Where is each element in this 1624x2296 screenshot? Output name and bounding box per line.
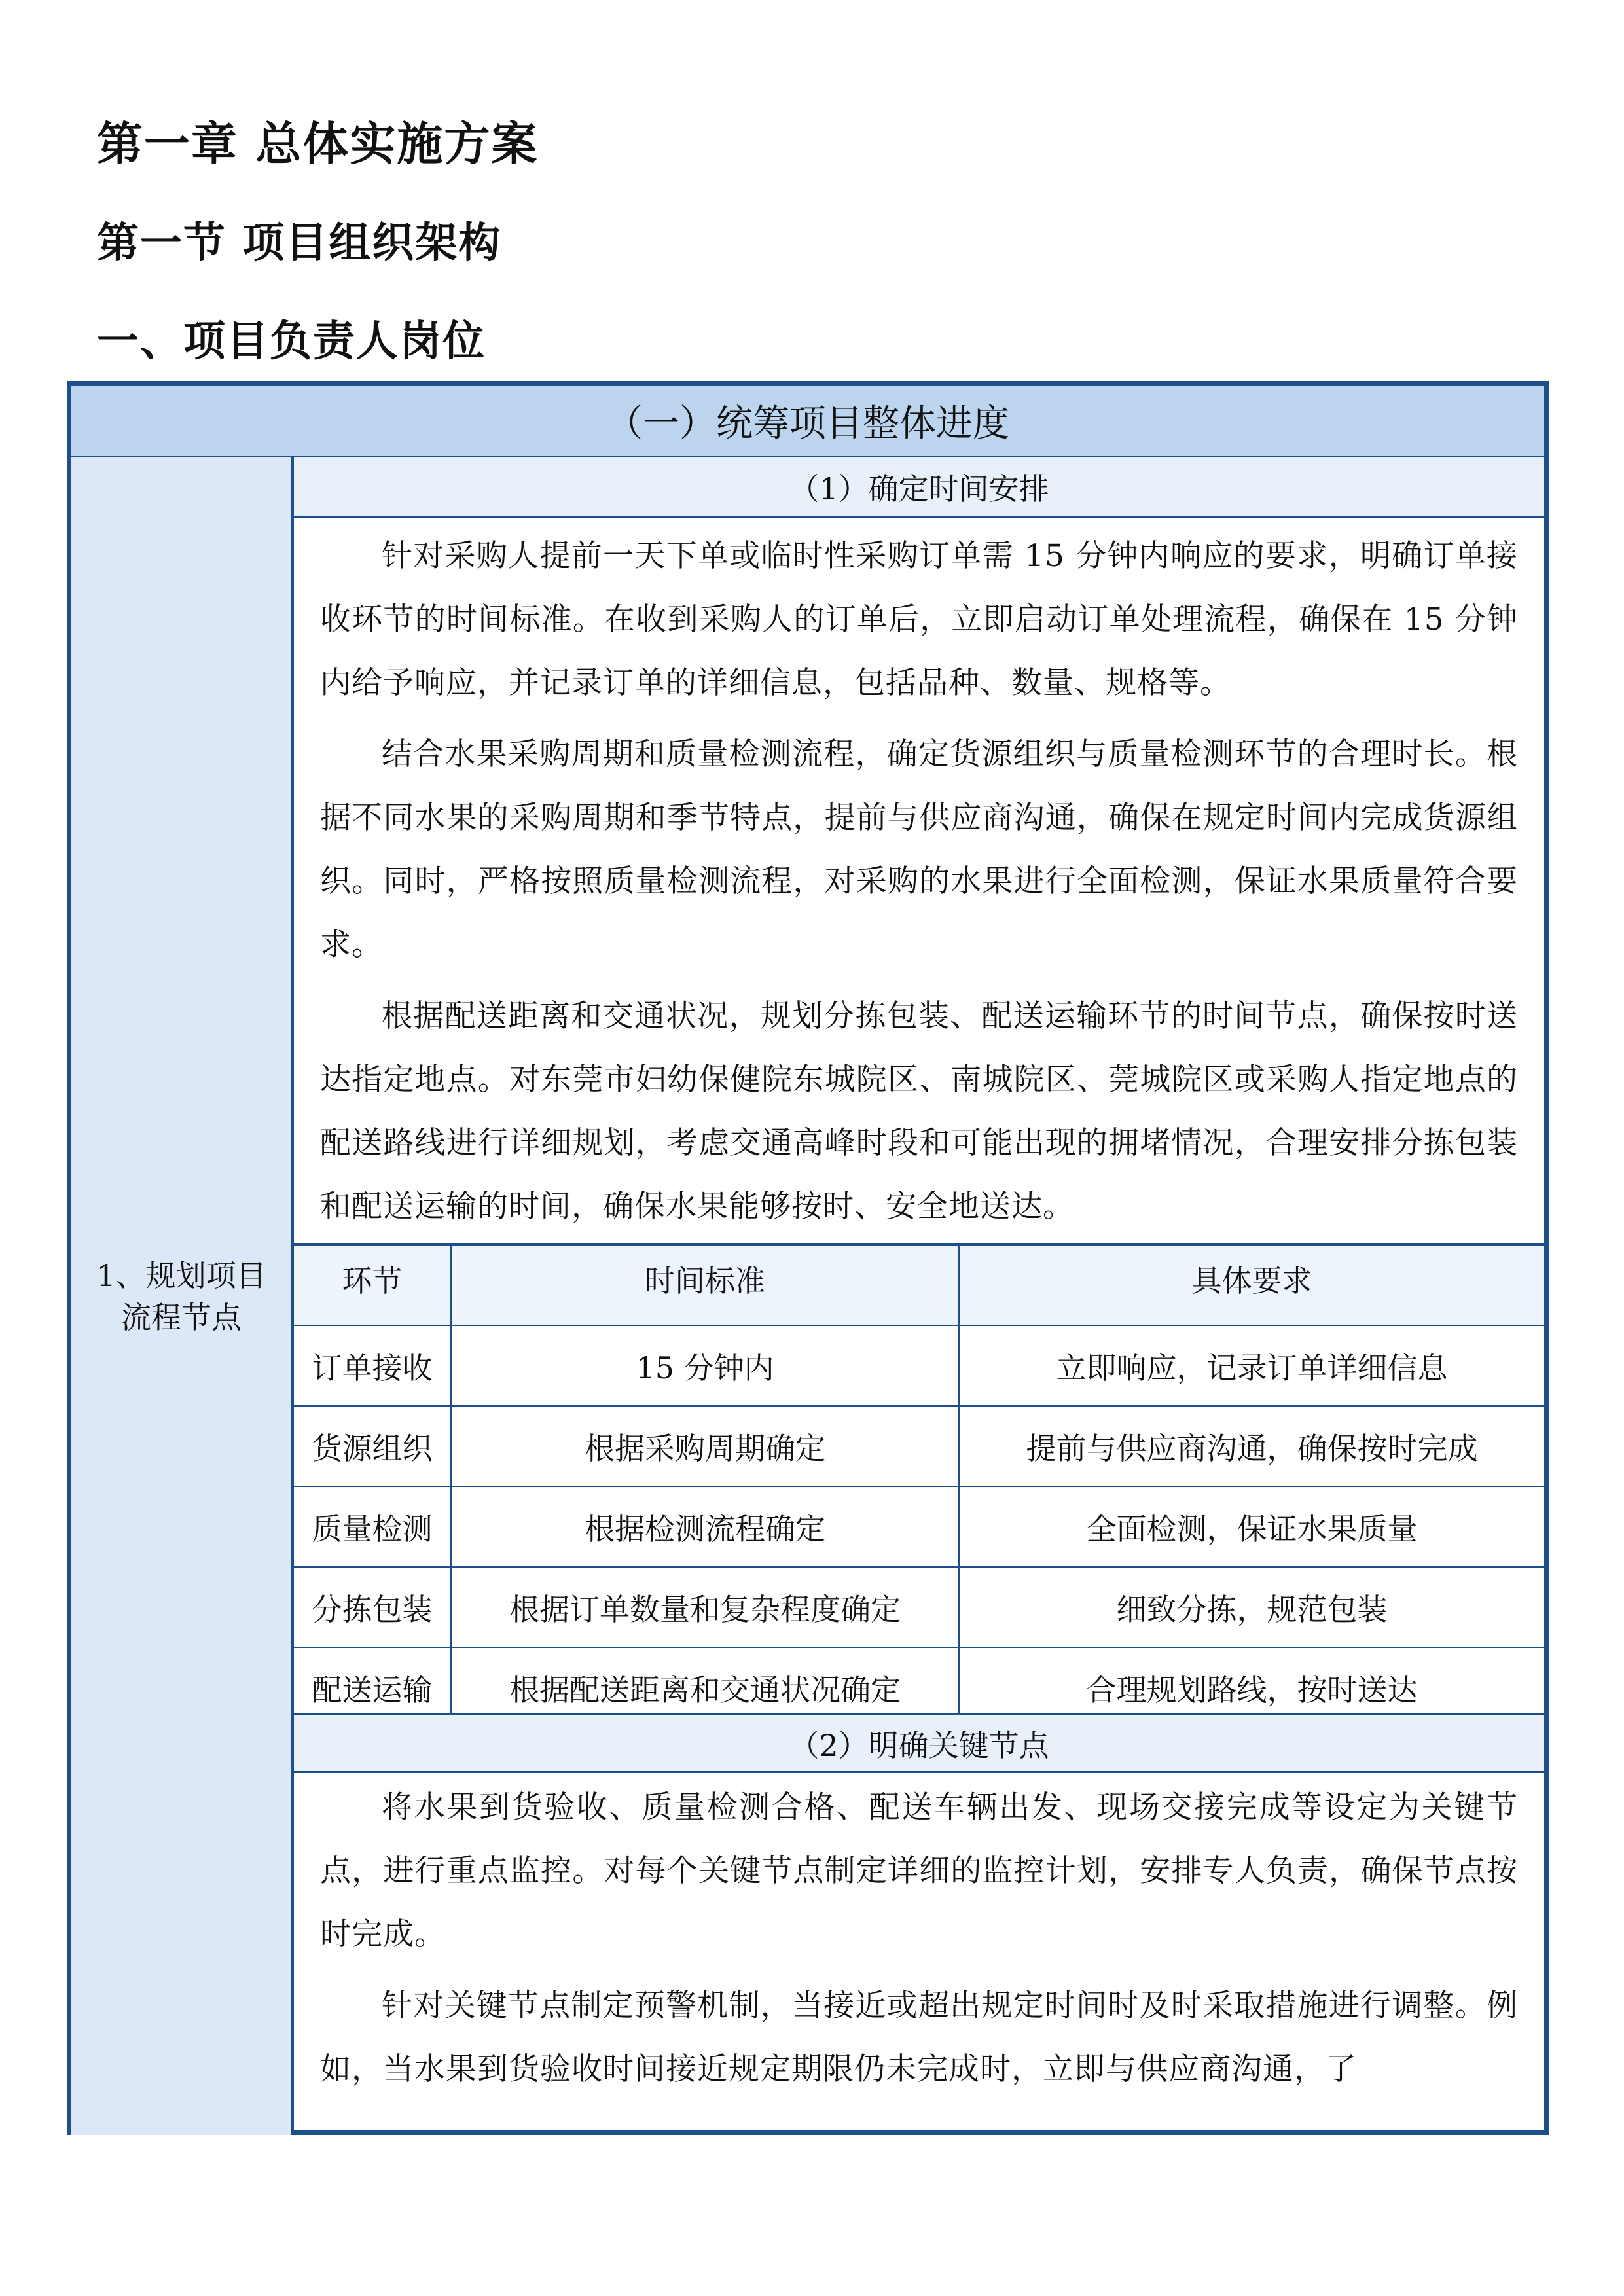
part2-text [294,1776,1544,2109]
section-title: 第一节 项目组织架构 [97,219,502,268]
chapter-title: 第一章 总体实施方案 [97,117,539,171]
paragraph: 结合水果采购周期和质量检测流程，确定货源组织与质量检测环节的合理时长。根据不同水果的采购周期和季节特点，提前与供应商沟通，确保在规定时间内完成货源组织。同时，严格按照质量检测流程，对采购的水果进行全面检测，保证水果质量符合要求。 [320,736,1518,963]
table-cell: 全面检测，保证水果质量 [959,1486,1544,1567]
table-cell: 根据订单数量和复杂程度确定 [451,1567,959,1647]
process-table [294,1243,1544,1729]
table-row [294,1567,1544,1647]
table-cell: 细致分拣，规范包装 [959,1567,1544,1647]
table-row [294,1325,1544,1406]
table-cell: 根据检测流程确定 [451,1486,959,1567]
paragraph: 根据配送距离和交通状况，规划分拣包装、配送运输环节的时间节点，确保按时送达指定地点。对东莞市妇幼保健院东城院区、南城院区、莞城院区或采购人指定地点的配送路线进行详细规划，考虑交通高峰时段和可能出现的拥堵情况，合理安排分拣包装和配送运输的时间，确保水果能够按时、安全地送达。 [320,998,1518,1225]
table-cell: 配送运输 [294,1647,451,1728]
box-title: （一）统筹项目整体进度 [71,386,1544,457]
paragraph: 针对采购人提前一天下单或临时性采购订单需 15 分钟内响应的要求，明确订单接收环节的时间标准。在收到采购人的订单后，立即启动订单处理流程，确保在 15 分钟内给予响应，并记录订单的详细信息，包括品种、数量、规格等。 [320,538,1518,701]
subsection-title: 一、项目负责人岗位 [97,317,486,366]
table-cell: 提前与供应商沟通，确保按时完成 [959,1406,1544,1486]
table-cell: 合理规划路线，按时送达 [959,1647,1544,1728]
table-cell: 立即响应，记录订单详细信息 [959,1325,1544,1406]
content-box [67,381,1549,2135]
table-cell: 货源组织 [294,1406,451,1486]
paragraph: 将水果到货验收、质量检测合格、配送车辆出发、现场交接完成等设定为关键节点，进行重点监控。对每个关键节点制定详细的监控计划，安排专人负责，确保节点按时完成。 [320,1789,1518,1952]
table-header: 环节 [294,1244,451,1325]
table-cell: 根据配送距离和交通状况确定 [451,1647,959,1728]
table-row [294,1406,1544,1486]
table-header-row [294,1244,1544,1325]
table-header: 具体要求 [959,1244,1544,1325]
right-content [294,457,1544,2135]
table-header: 时间标准 [451,1244,959,1325]
table-cell: 订单接收 [294,1325,451,1406]
paragraph: 针对关键节点制定预警机制，当接近或超出规定时间时及时采取措施进行调整。例如，当水果到货验收时间接近规定期限仍未完成时，立即与供应商沟通，了 [320,1988,1518,2087]
table-row [294,1486,1544,1567]
left-label-cell [71,457,294,2135]
left-label: 1、规划项目流程节点 [96,1257,266,1335]
part2-heading: （2）明确关键节点 [294,1713,1544,1773]
table-cell: 15 分钟内 [451,1325,959,1406]
part1-heading: （1）确定时间安排 [294,457,1544,518]
table-cell: 分拣包装 [294,1567,451,1647]
table-cell: 质量检测 [294,1486,451,1567]
table-cell: 根据采购周期确定 [451,1406,959,1486]
part1-text [294,524,1544,1246]
